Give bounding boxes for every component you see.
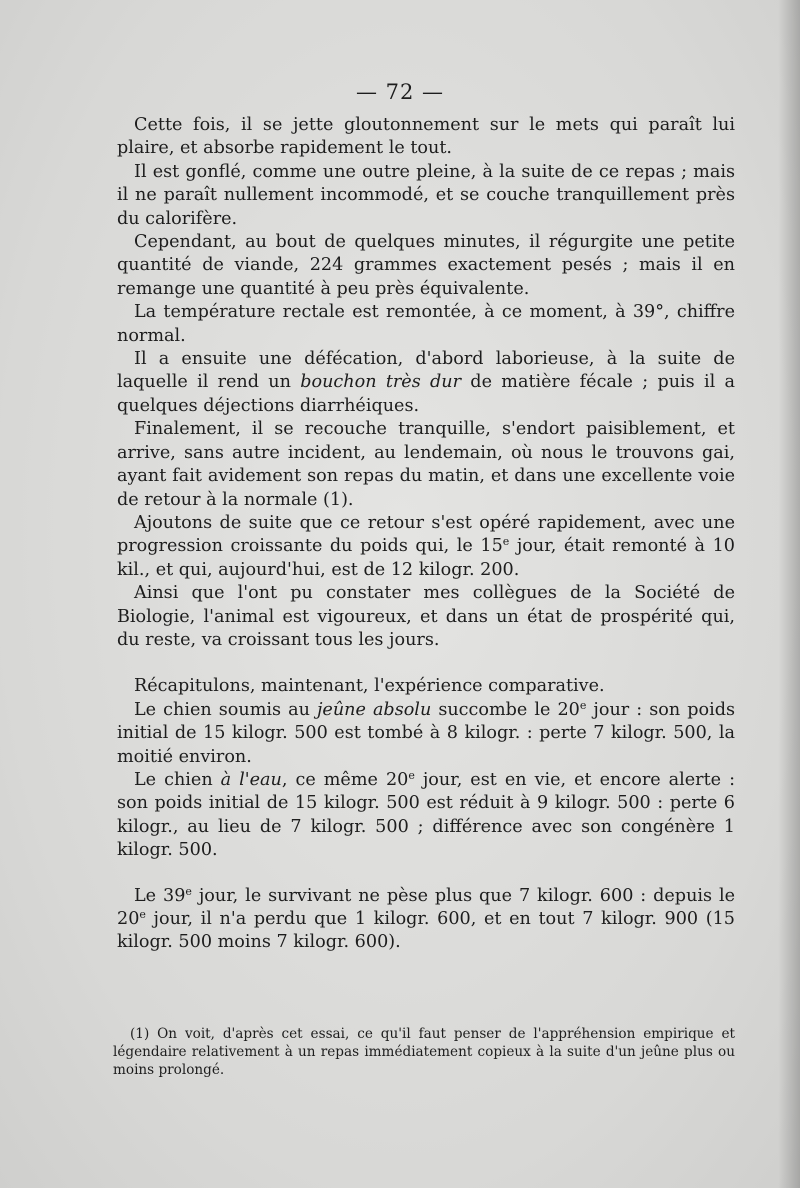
p12-sup-2: e <box>139 908 146 921</box>
body-text <box>117 114 735 955</box>
page-edge-shadow <box>778 0 800 1188</box>
p10-sup: e <box>579 698 587 712</box>
p7-text-1: Ajoutons de suite que ce retour s'est opéré rapidement, avec une progression croissante du poids qui, le 15 <box>117 512 735 557</box>
p5-italic: bouchon très dur <box>300 372 462 393</box>
p11-text-1: Le chien <box>134 769 221 790</box>
p12-sup-1: e <box>185 884 192 898</box>
p11-sup: e <box>408 768 415 782</box>
p10-text-1: Le chien soumis au <box>134 699 317 720</box>
footnote <box>113 1025 735 1079</box>
p5-text-1: Il a ensuite une défécation, d'abord laborieuse, à la suite de laquelle il rend un <box>117 349 735 393</box>
paragraph-8: Ainsi que l'ont pu constater mes collègues de la Société de Biologie, l'animal est vigoureux, et dans un état de prospérité qui, du reste, va croissant tous les jours. <box>117 583 735 650</box>
footnote-text: (1) On voit, d'après cet essai, ce qu'il faut penser de l'appréhension empirique et légendaire relativement à un repas immédiatement copieux à la suite d'un jeûne plus ou moins prolongé. <box>113 1026 735 1078</box>
paragraph-2: Il est gonflé, comme une outre pleine, à la suite de ce repas ; mais il ne paraît nullement incommodé, et se couche tranquillement près du calorifère. <box>117 161 735 229</box>
paragraph-7 <box>117 512 735 582</box>
paragraph-12 <box>117 885 735 955</box>
p7-sup: e <box>502 535 510 549</box>
paragraph-4: La température rectale est remontée, à ce moment, à 39°, chiffre normal. <box>117 302 735 346</box>
p12-text-1: Le 39 <box>134 885 186 906</box>
paragraph-3: Cependant, au bout de quelques minutes, il régurgite une petite quantité de viande, 224 grammes exactement pesés ; mais il en remange une quantité à peu près équivalente. <box>117 232 735 299</box>
p10-italic: jeûne absolu <box>316 699 432 720</box>
page-number: — 72 — <box>355 80 445 104</box>
paragraph-1: Cette fois, il se jette gloutonnement sur le mets qui paraît lui plaire, et absorbe rapidement le tout. <box>117 115 735 159</box>
p10-text-3: jour : son poids initial de 15 kilogr. 500 est tombé à 8 kilogr. : perte 7 kilogr. 500, la moitié environ. <box>117 699 735 767</box>
paragraph-5 <box>117 348 735 418</box>
p7-text-2: jour, était remonté à 10 kil., et qui, aujourd'hui, est de 12 kilogr. 200. <box>117 536 735 580</box>
p11-text-2: , ce même 20 <box>281 769 409 790</box>
p12-text-3: jour, il n'a perdu que 1 kilogr. 600, et en tout 7 kilogr. 900 (15 kilogr. 500 moins 7 kilogr. 600). <box>117 909 735 953</box>
p10-text-2: succombe le 20 <box>431 699 580 720</box>
paragraph-9: Récapitulons, maintenant, l'expérience comparative. <box>134 676 605 697</box>
paragraph-10 <box>117 699 735 769</box>
paragraph-11 <box>117 769 735 863</box>
p12-text-2: jour, le survivant ne pèse plus que 7 kilogr. 600 : depuis le 20 <box>117 885 736 929</box>
p11-text-3: jour, est en vie, et encore alerte : son poids initial de 15 kilogr. 500 est réduit à 9 kilogr. 500 : perte 6 kilogr., au lieu de 7 kilogr. 500 ; différence avec son congénère 1 kilogr. 500. <box>117 769 736 861</box>
p11-italic: à l'eau <box>220 769 282 790</box>
p5-text-2: de matière fécale ; puis il a quelques déjections diarrhéiques. <box>117 372 735 416</box>
paragraph-6: Finalement, il se recouche tranquille, s'endort paisiblement, et arrive, sans autre incident, au lendemain, où nous le trouvons gai, ayant fait avidement son repas du matin, et dans une excellente voie de retour à la normale (1). <box>117 419 735 510</box>
